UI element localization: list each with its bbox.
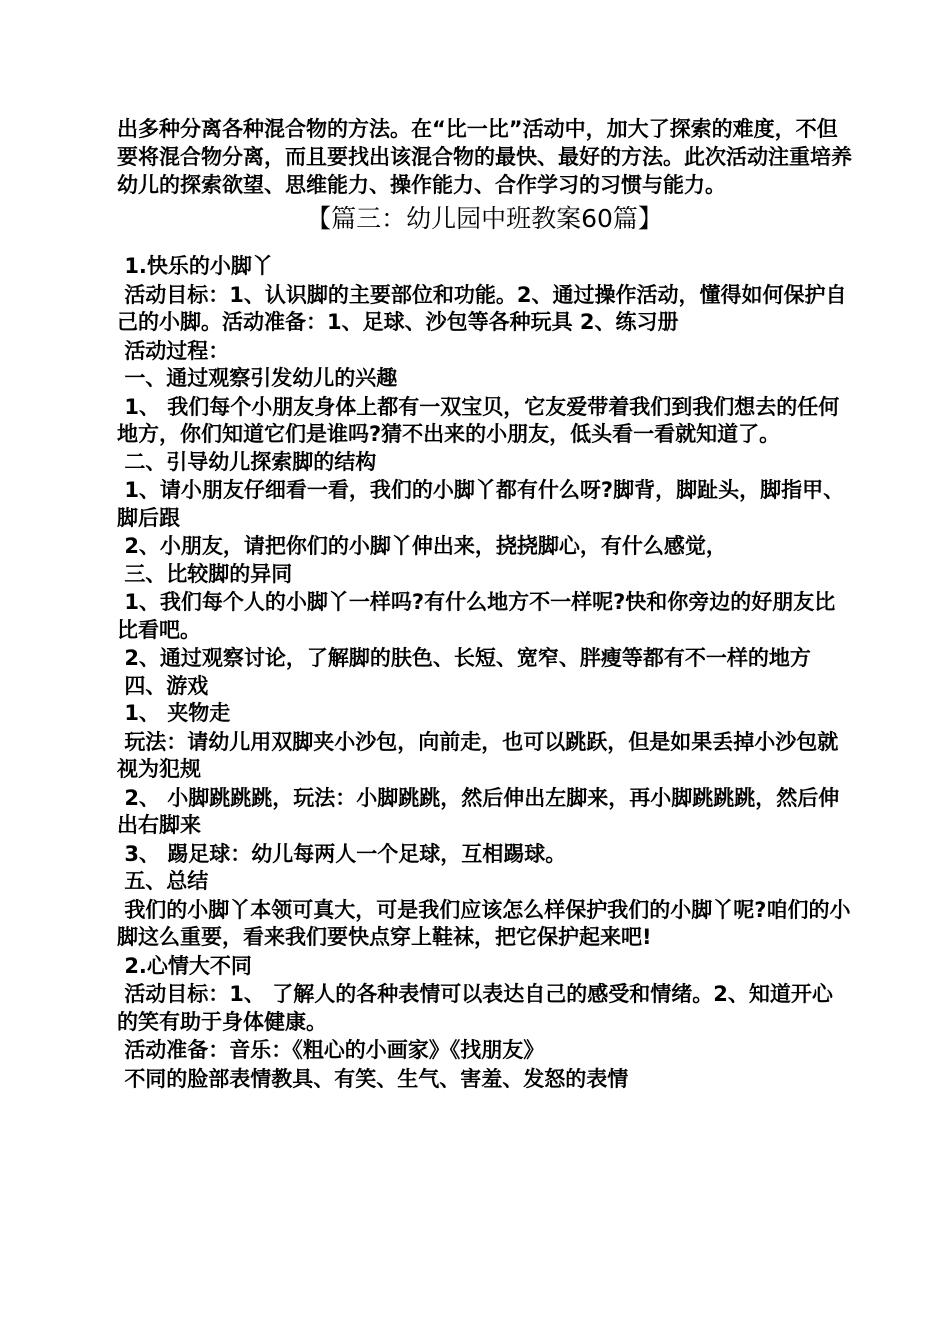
- step-3-item-1: 1、我们每个人的小脚丫一样吗?有什么地方不一样呢?快和你旁边的好朋友比比看吧。: [117, 590, 836, 642]
- step-4-heading: 四、游戏: [117, 673, 209, 698]
- game-1-rules: 玩法：请幼儿用双脚夹小沙包，向前走，也可以跳跃，但是如果丢掉小沙包就视为犯规: [117, 729, 839, 781]
- lesson-2-materials: 不同的脸部表情教具、有笑、生气、害羞、发怒的表情: [117, 1066, 629, 1091]
- lesson-2-goals: 活动目标：1、 了解人的各种表情可以表达自己的感受和情绪。2、知道开心的笑有助于身体健康。: [117, 982, 833, 1034]
- step-2-item-2: 2、小朋友，请把你们的小脚丫伸出来，挠挠脚心，有什么感觉，: [117, 534, 727, 558]
- game-2: 2、 小脚跳跳跳，玩法：小脚跳跳，然后伸出左脚来，再小脚跳跳跳，然后伸出右脚来: [117, 785, 840, 837]
- step-1-item-1: 1、 我们每个小朋友身体上都有一双宝贝，它友爱带着我们到我们想去的任何地方，你们知道它们是谁吗?猜不出来的小朋友，低头看一看就知道了。: [117, 394, 840, 446]
- game-1-title: 1、 夹物走: [117, 701, 231, 725]
- lesson-2-heading: 2.心情大不同: [117, 953, 252, 978]
- step-1-heading: 一、通过观察引发幼儿的兴趣: [117, 366, 398, 390]
- document-page: [117, 115, 852, 1093]
- lesson-1-heading: 1.快乐的小脚丫: [117, 254, 273, 278]
- section-title: 【篇三：幼儿园中班教案60篇】: [306, 204, 663, 233]
- step-3-item-2: 2、通过观察讨论，了解脚的肤色、长短、宽窄、胖瘦等都有不一样的地方: [117, 646, 811, 670]
- lesson-1-process-label: 活动过程：: [117, 338, 230, 363]
- game-3: 3、 踢足球：幼儿每两人一个足球，互相踢球。: [117, 841, 567, 866]
- intro-paragraph: 出多种分离各种混合物的方法。在“比一比”活动中，加大了探索的难度，不但要将混合物分离，而且要找出该混合物的最快、最好的方法。此次活动注重培养幼儿的探索欲望、思维能力、操作能力、合作学习的习惯与能力。: [117, 117, 852, 197]
- step-2-heading: 二、引导幼儿探索脚的结构: [117, 449, 377, 474]
- summary-text: 我们的小脚丫本领可真大，可是我们应该怎么样保护我们的小脚丫呢?咱们的小脚这么重要，看来我们要快点穿上鞋袜，把它保护起来吧!: [117, 897, 851, 949]
- step-5-heading: 五、总结: [117, 869, 209, 893]
- step-2-item-1: 1、请小朋友仔细看一看，我们的小脚丫都有什么呀?脚背，脚趾头，脚指甲、脚后跟: [117, 478, 845, 530]
- step-3-heading: 三、比较脚的异同: [117, 561, 293, 586]
- lesson-1-goals: 活动目标：1、认识脚的主要部位和功能。2、通过操作活动，懂得如何保护自己的小脚。活动准备：1、足球、沙包等各种玩具 2、练习册: [117, 282, 847, 334]
- lesson-2-prep: 活动准备：音乐：《粗心的小画家》《找朋友》: [117, 1038, 545, 1062]
